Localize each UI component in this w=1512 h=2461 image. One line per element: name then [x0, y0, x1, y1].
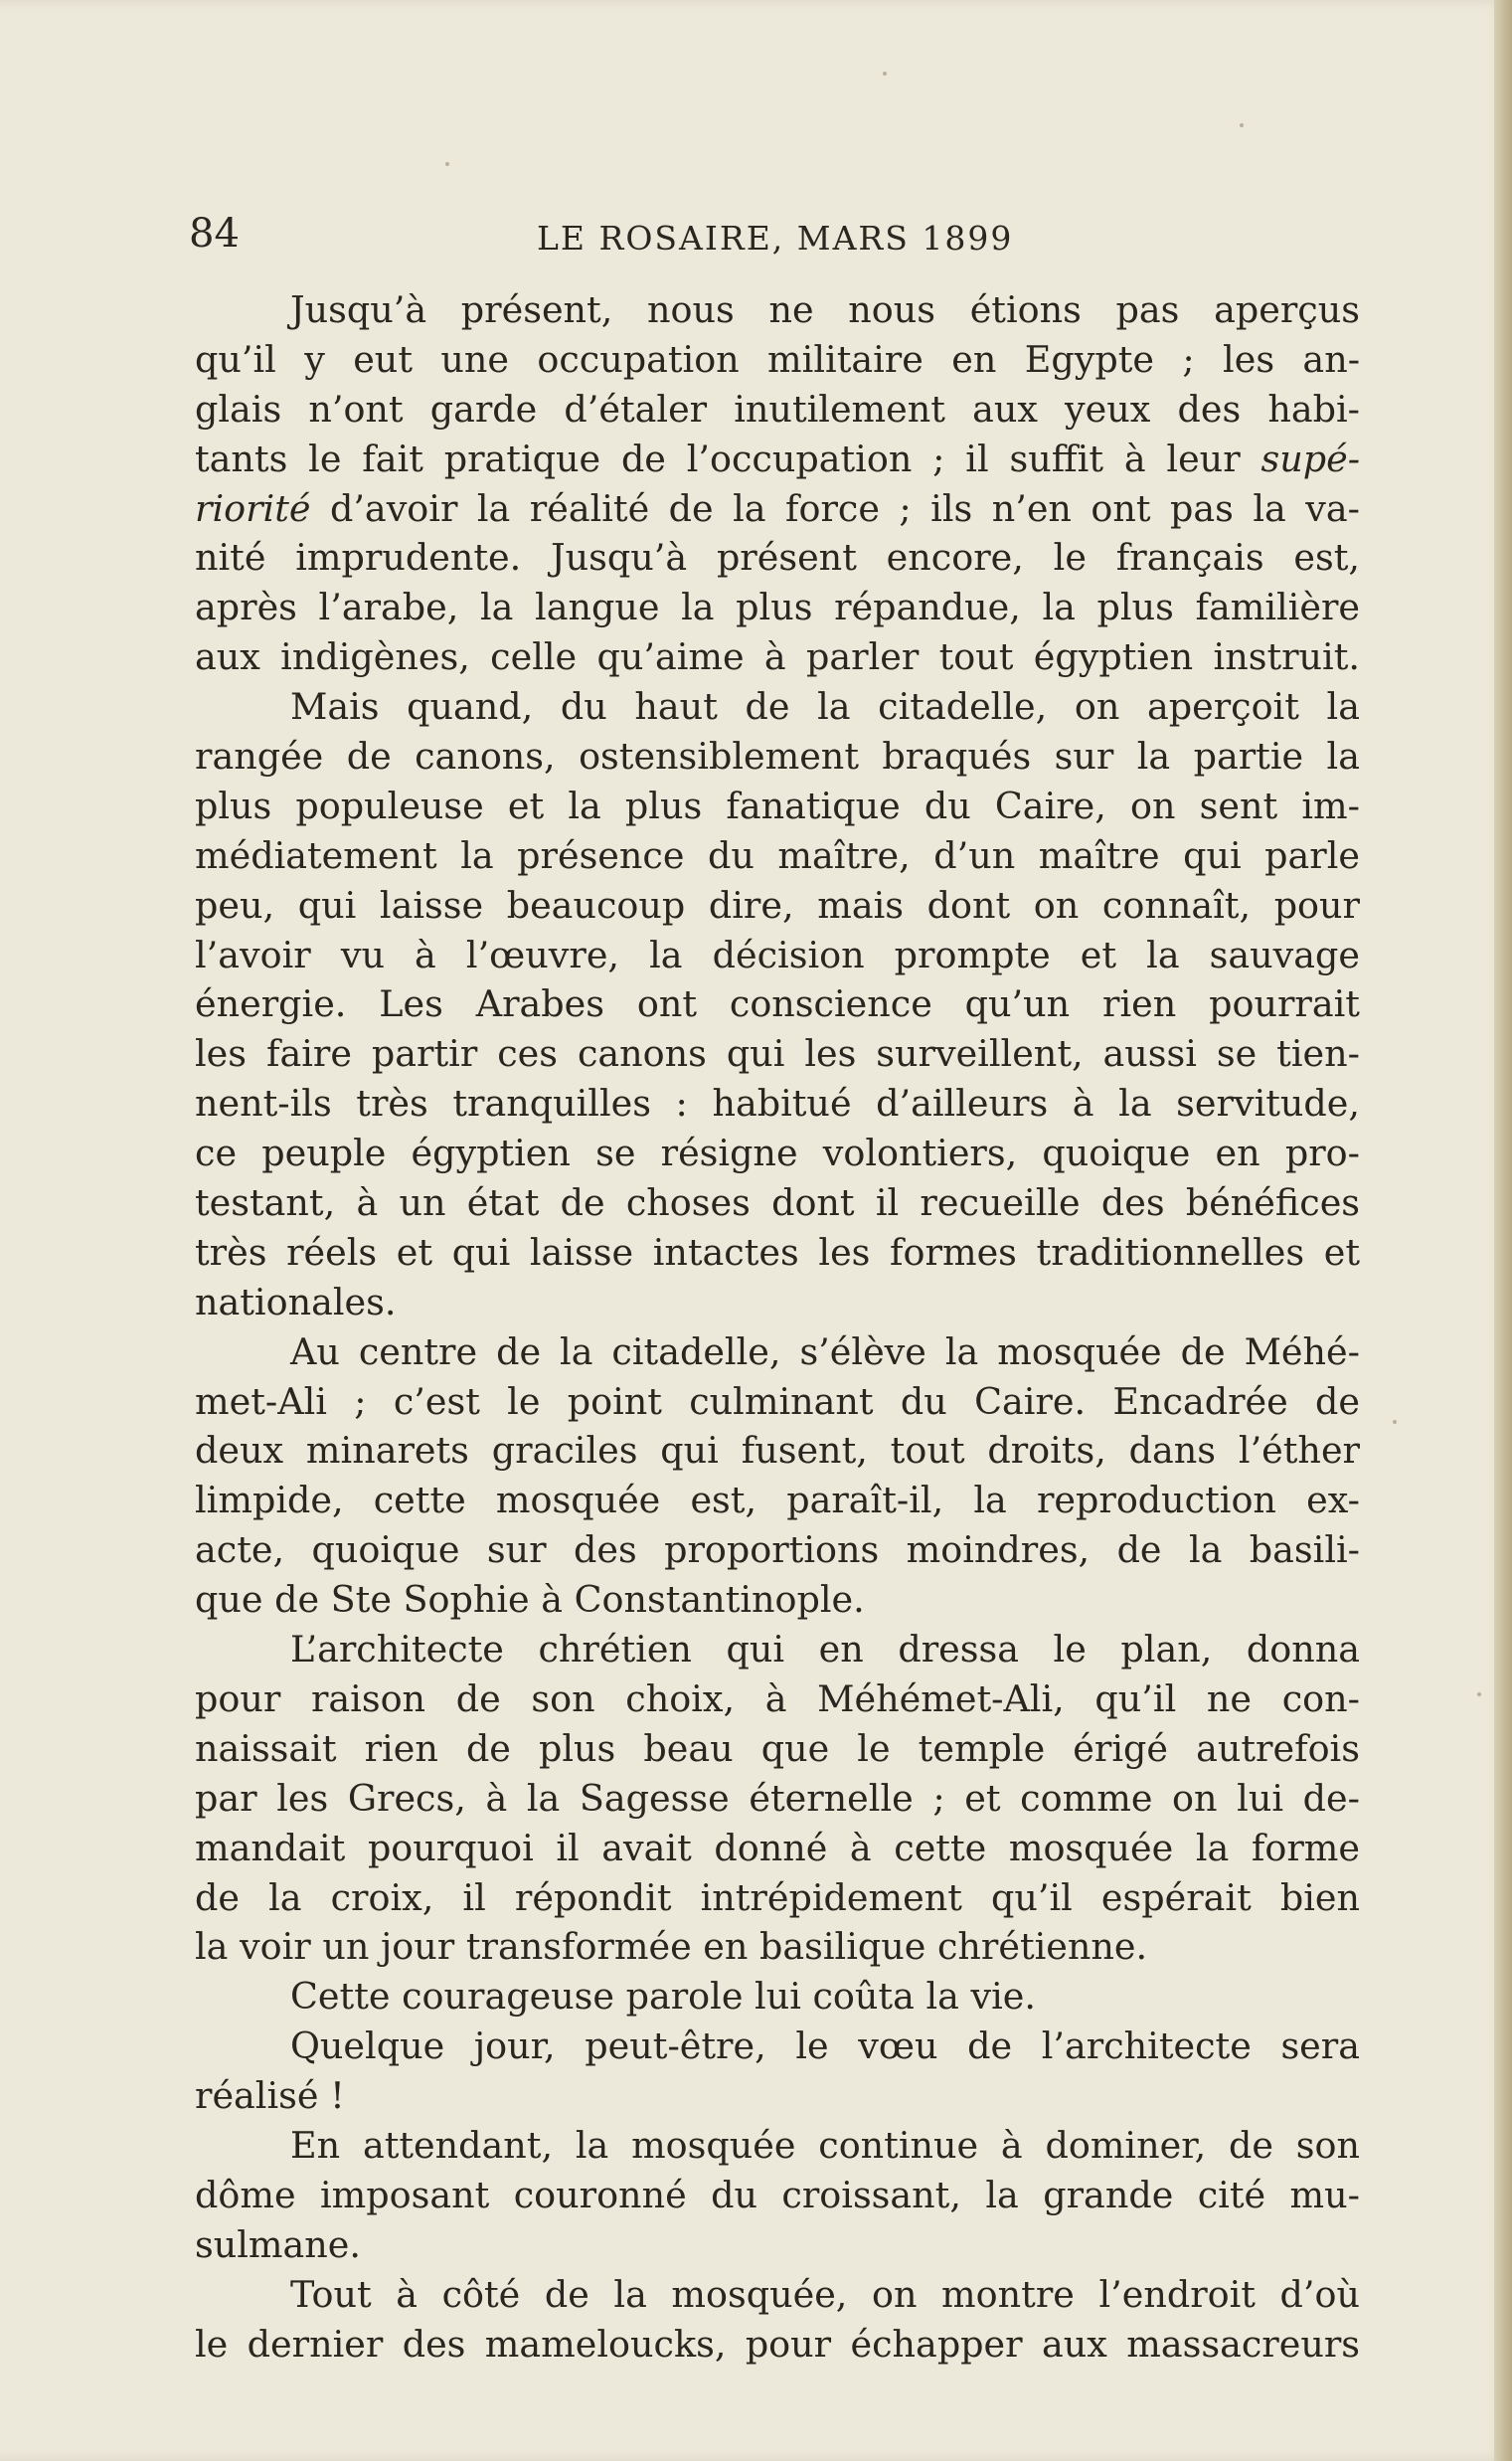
- text-line: très réels et qui laisse intactes les formes traditionnelles et: [195, 1230, 1360, 1274]
- text-line: Jusqu’à présent, nous ne nous étions pas aperçus: [290, 288, 1360, 331]
- page-header: [189, 207, 1019, 266]
- text-line: L’architecte chrétien qui en dressa le plan, donna: [290, 1628, 1360, 1671]
- text-line: limpide, cette mosquée est, paraît-il, la reproduction ex-: [195, 1479, 1360, 1522]
- text-line: les faire partir ces canons qui les surveillent, aussi se tien-: [195, 1032, 1360, 1076]
- text-line: deux minarets graciles qui fusent, tout droits, dans l’éther: [195, 1429, 1360, 1473]
- text-line: plus populeuse et la plus fanatique du Caire, on sent im-: [195, 784, 1360, 827]
- paper-speck: [883, 72, 887, 76]
- text-line: la voir un jour transformée en basilique chrétienne.: [195, 1925, 1148, 1969]
- text-line: par les Grecs, à la Sagesse éternelle ; et comme on lui de-: [195, 1776, 1360, 1820]
- text-line: après l’arabe, la langue la plus répandue, la plus familière: [195, 586, 1360, 629]
- paper-speck: [1393, 1420, 1397, 1424]
- running-title: LE ROSAIRE, MARS 1899: [537, 219, 1014, 258]
- text-line: acte, quoique sur des proportions moindres, de la basili-: [195, 1528, 1360, 1572]
- paper-speck: [1240, 123, 1244, 127]
- text-line: qu’il y eut une occupation militaire en Egypte ; les an-: [195, 337, 1360, 381]
- text-line: nité imprudente. Jusqu’à présent encore, le français est,: [195, 536, 1360, 580]
- text-line: naissait rien de plus beau que le temple érigé autrefois: [195, 1726, 1360, 1770]
- body-text: [195, 285, 1360, 2369]
- text-line: testant, à un état de choses dont il recueille des bénéfices: [195, 1181, 1360, 1225]
- text-line: peu, qui laisse beaucoup dire, mais dont on connaît, pour: [195, 883, 1360, 927]
- text-line: En attendant, la mosquée continue à dominer, de son: [290, 2123, 1360, 2167]
- text-line: met-Ali ; c’est le point culminant du Caire. Encadrée de: [195, 1379, 1360, 1423]
- emphasis-text: riorité: [195, 486, 311, 530]
- text-line: Quelque jour, peut-être, le vœu de l’architecte sera: [290, 2024, 1360, 2068]
- paper-speck: [1477, 1692, 1481, 1696]
- text-line: ce peuple égyptien se résigne volontiers, quoique en pro-: [195, 1132, 1360, 1175]
- text-line: glais n’ont garde d’étaler inutilement aux yeux des habi-: [195, 387, 1360, 431]
- text-line: l’avoir vu à l’œuvre, la décision prompte et la sauvage: [195, 933, 1360, 976]
- text-line: sulmane.: [195, 2222, 361, 2266]
- text-line: Au centre de la citadelle, s’élève la mosquée de Méhé-: [290, 1329, 1360, 1373]
- paper-speck: [445, 162, 449, 166]
- text-line: Tout à côté de la mosquée, on montre l’endroit d’où: [290, 2272, 1360, 2316]
- text-line: Cette courageuse parole lui coûta la vie.: [290, 1975, 1036, 2019]
- text-line: le dernier des mameloucks, pour échapper aux massacreurs: [195, 2322, 1360, 2366]
- page-edge-shadow: [1494, 0, 1512, 2461]
- text-line: de la croix, il répondit intrépidement qu’il espérait bien: [195, 1875, 1360, 1919]
- text-line: rangée de canons, ostensiblement braqués sur la partie la: [195, 735, 1360, 779]
- text-line: dôme imposant couronné du croissant, la grande cité mu-: [195, 2173, 1360, 2216]
- text-line: nent-ils très tranquilles : habitué d’ailleurs à la servitude,: [195, 1082, 1360, 1126]
- text-line: énergie. Les Arabes ont conscience qu’un rien pourrait: [195, 982, 1360, 1026]
- text-line: que de Ste Sophie à Constantinople.: [195, 1578, 865, 1622]
- text-line: Mais quand, du haut de la citadelle, on aperçoit la: [290, 685, 1360, 729]
- emphasis-text: supé-: [1260, 437, 1360, 480]
- page-number: 84: [189, 211, 240, 257]
- text-line: mandait pourquoi il avait donné à cette mosquée la forme: [195, 1826, 1360, 1869]
- text-line: aux indigènes, celle qu’aime à parler tout égyptien instruit.: [195, 635, 1360, 679]
- text-line: pour raison de son choix, à Méhémet-Ali, qu’il ne con-: [195, 1676, 1360, 1720]
- text-line: nationales.: [195, 1280, 397, 1323]
- text-line: riorité d’avoir la réalité de la force ; ils n’en ont pas la va-: [195, 486, 1360, 530]
- text-line: réalisé !: [195, 2074, 345, 2118]
- text-line: médiatement la présence du maître, d’un maître qui parle: [195, 833, 1360, 877]
- text-line: tants le fait pratique de l’occupation ; il suffit à leur supé-: [195, 437, 1360, 480]
